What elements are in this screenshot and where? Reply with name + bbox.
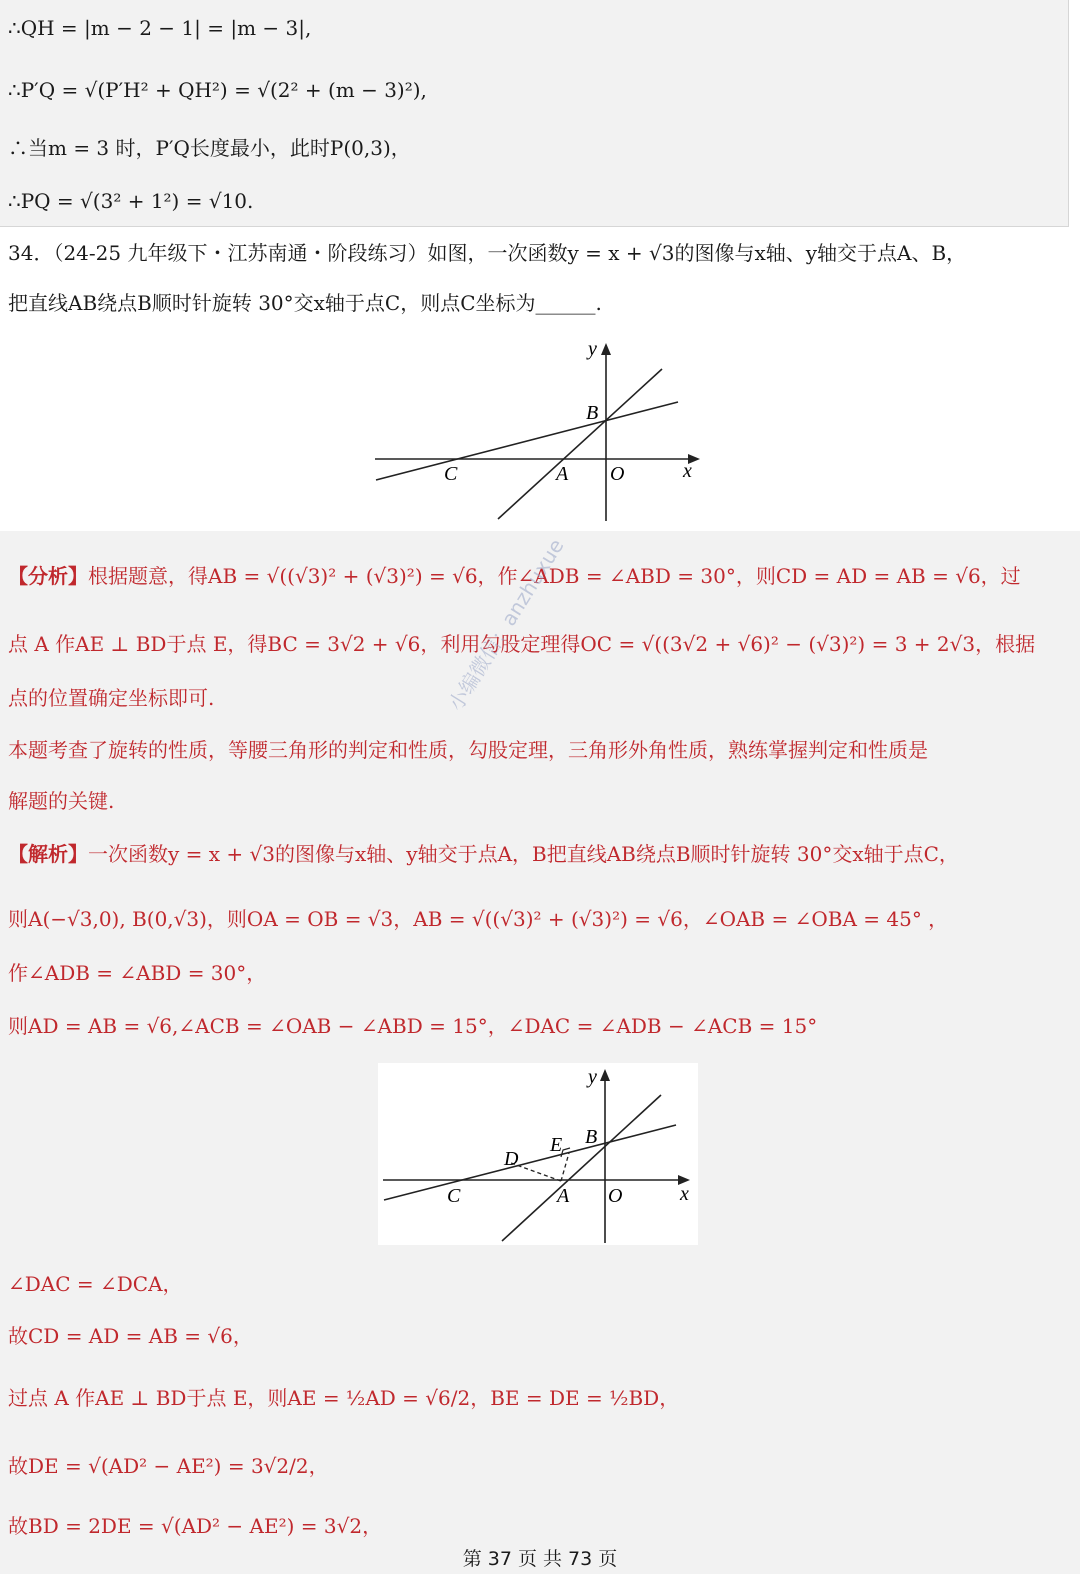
fig2-y-axis-arrow bbox=[600, 1069, 610, 1081]
label-b: B bbox=[586, 402, 599, 424]
solution-line-i: 故BD = 2DE = √(AD² − AE²) = 3√2， bbox=[8, 1514, 383, 1538]
fig2-label-b: B bbox=[585, 1126, 598, 1148]
question-line-2: 把直线AB绕点B顺时针旋转 30°交x轴于点C，则点C坐标为______. bbox=[8, 291, 602, 315]
analysis-line-2: 点 A 作AE ⊥ BD于点 E，得BC = 3√2 + √6，利用勾股定理得OC = √((3√2 + √6)² − (√3)²) = 3 + 2√3，根据 bbox=[8, 632, 1036, 656]
summary-line-2: 解题的关键. bbox=[8, 789, 115, 813]
fig2-line-bc bbox=[384, 1125, 676, 1200]
solution-line-3: ∴当m = 3 时，P′Q长度最小，此时P(0,3)， bbox=[8, 136, 411, 160]
solution-figure bbox=[378, 1063, 698, 1245]
label-c: C bbox=[444, 463, 458, 485]
page-footer: 第 37 页 共 73 页 bbox=[462, 1548, 618, 1570]
label-a: A bbox=[556, 463, 569, 485]
label-y: y bbox=[588, 338, 597, 360]
fig2-label-x: x bbox=[680, 1183, 689, 1205]
watermark: 小编微信：anzhuxue bbox=[443, 534, 569, 715]
solution-line-h: 故DE = √(AD² − AE²) = 3√2/2， bbox=[8, 1454, 329, 1478]
fig2-label-a: A bbox=[557, 1185, 570, 1207]
line-ab bbox=[498, 369, 662, 519]
label-o: O bbox=[610, 463, 625, 485]
y-axis-arrow bbox=[601, 343, 611, 355]
fig2-label-y: y bbox=[588, 1066, 597, 1088]
label-x: x bbox=[683, 460, 692, 482]
solution-line-2: ∴P′Q = √(P′H² + QH²) = √(2² + (m − 3)²), bbox=[8, 78, 427, 102]
solution-line-4: ∴PQ = √(3² + 1²) = √10. bbox=[8, 189, 254, 213]
solution-line-g: 过点 A 作AE ⊥ BD于点 E，则AE = ½AD = √6/2，BE = DE = ½BD， bbox=[8, 1386, 680, 1410]
solution-tag: 【解析】 bbox=[8, 842, 88, 866]
solution-text-1: 一次函数y = x + √3的图像与x轴、y轴交于点A，B把直线AB绕点B顺时针旋转 30°交x轴于点C， bbox=[88, 842, 959, 866]
solution-line-f: 故CD = AD = AB = √6， bbox=[8, 1324, 253, 1348]
solution-line-b: 则A(−√3,0), B(0,√3)，则OA = OB = √3，AB = √((√3)² + (√3)²) = √6，∠OAB = ∠OBA = 45° ， bbox=[8, 907, 949, 931]
analysis-tag: 【分析】 bbox=[8, 564, 88, 588]
question-line-1: 34．（24-25 九年级下・江苏南通・阶段练习）如图，一次函数y = x + √3的图像与x轴、y轴交于点A、B， bbox=[8, 241, 967, 265]
fig2-segment-ad bbox=[511, 1163, 561, 1181]
solution-line-a bbox=[8, 840, 959, 868]
solution-line-d: 则AD = AB = √6,∠ACB = ∠OAB − ∠ABD = 15°，∠DAC = ∠ADB − ∠ACB = 15° bbox=[8, 1014, 818, 1038]
analysis-text-1: 根据题意，得AB = √((√3)² + (√3)²) = √6，作∠ADB = ∠ABD = 30°，则CD = AD = AB = √6，过 bbox=[88, 564, 1021, 588]
fig2-label-c: C bbox=[447, 1185, 461, 1207]
fig2-label-o: O bbox=[608, 1185, 623, 1207]
solution-line-c: 作∠ADB = ∠ABD = 30°， bbox=[8, 961, 267, 985]
solution-line-1: ∴QH = |m − 2 − 1| = |m − 3|, bbox=[8, 16, 312, 40]
fig2-segment-ae bbox=[561, 1153, 569, 1181]
line-bc bbox=[376, 402, 678, 480]
summary-line-1: 本题考查了旋转的性质，等腰三角形的判定和性质，勾股定理，三角形外角性质，熟练掌握判定和性质是 bbox=[8, 738, 928, 762]
fig2-label-d: D bbox=[504, 1148, 519, 1170]
fig2-label-e: E bbox=[550, 1134, 563, 1156]
analysis-line-3: 点的位置确定坐标即可. bbox=[8, 686, 215, 710]
question-figure bbox=[370, 335, 710, 525]
solution-line-e: ∠DAC = ∠DCA， bbox=[8, 1272, 183, 1296]
